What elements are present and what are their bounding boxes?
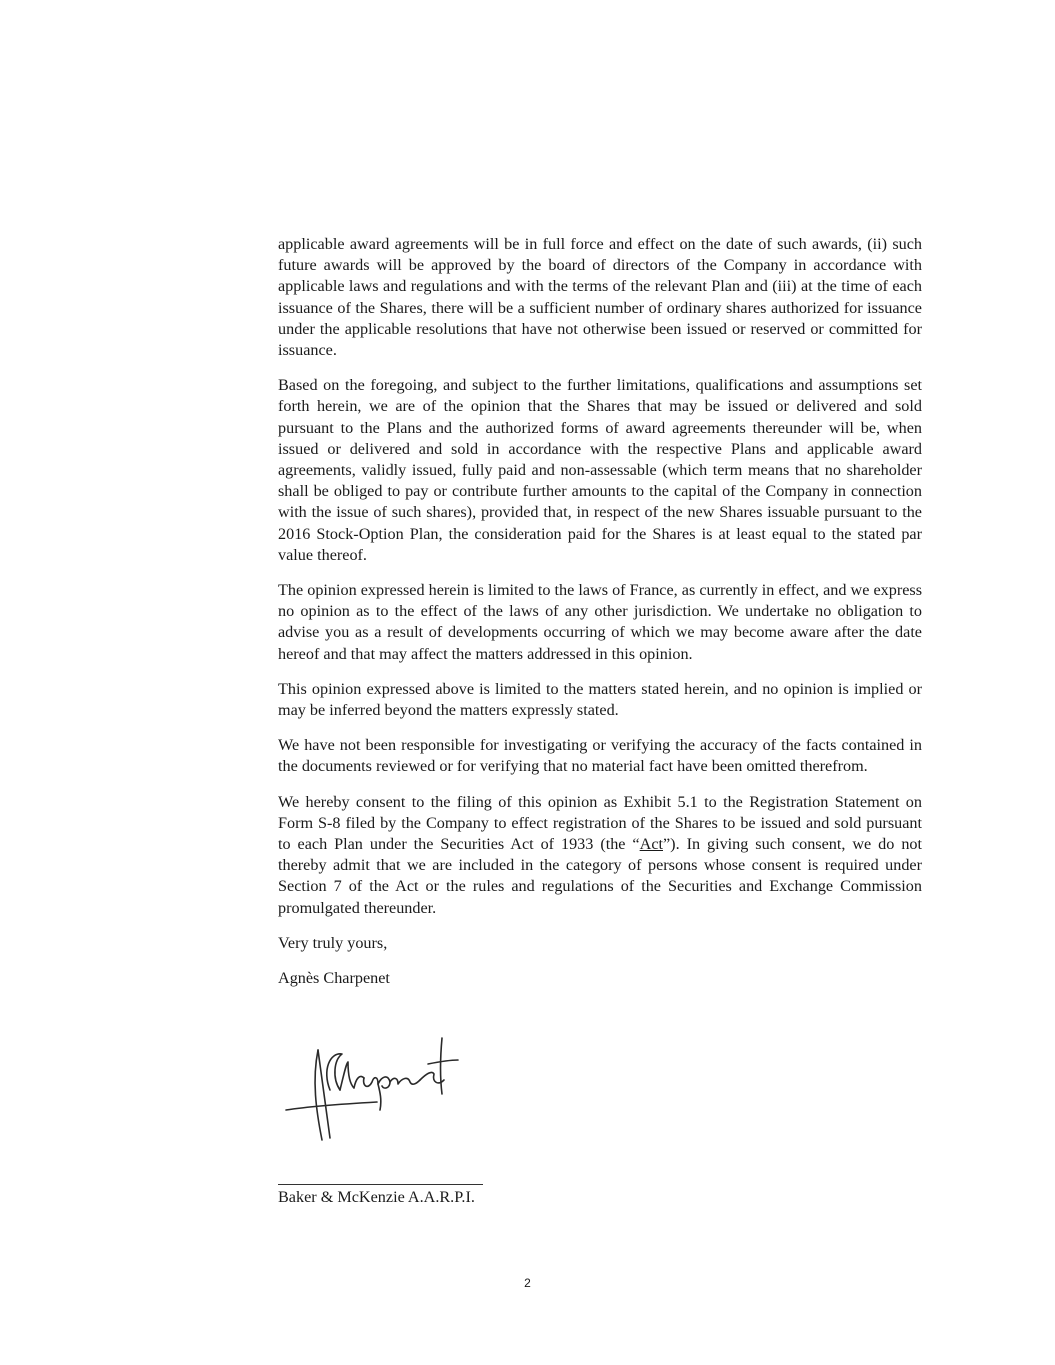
paragraph-responsibility: We have not been responsible for investigating or verifying the accuracy of the facts contained in the documents reviewed or for verifying that no material fact have been omitted therefrom. [278,736,922,776]
closing-salutation: Very truly yours, [278,933,388,952]
paragraph-opinion: Based on the foregoing, and subject to the further limitations, qualifications and assumptions set forth herein, we are of the opinion that the Shares that may be issued or delivered and sold pursuant to the Plans and the authorized forms of award agreements thereunder will be, when issued or delivered and sold in accordance with the respective Plans and applicable award agreements, validly issued, fully paid and non-assessable (which term means that no shareholder shall be obliged to pay or contribute further amounts to the capital of the Company in connection with the issue of such shares), provided that, in respect of the new Shares issuable pursuant to the 2016 Stock-Option Plan, the consideration paid for the Shares is at least equal to the stated par value thereof. [278,376,922,564]
paragraph-limitation: This opinion expressed above is limited to the matters stated herein, and no opinion is implied or may be inferred beyond the matters expressly stated. [278,679,922,720]
signature-label: Charpenet [282,1030,287,1031]
consent-text-after: ”). In giving such consent, we do not thereby admit that we are included in the category of persons whose consent is required under Section 7 of the Act or the rules and regulations of the Securities and Exchange Commission promulgated thereunder. [278,835,922,917]
consent-text-before: We hereby consent to the filing of this opinion as Exhibit 5.1 to the Registration Statement on Form S-8 filed by the Company to effect registration of the Shares to be issued and sold pursuant to each Plan under the Securities Act of 1933 (the “ [278,792,922,854]
handwritten-signature [282,1030,472,1150]
letter-body [278,234,922,1003]
page-number: 2 [524,1276,531,1290]
paragraph-awards: applicable award agreements will be in full force and effect on the date of such awards, (ii) such future awards will be approved by the board of directors of the Company in accordance with applicable laws and regulations and with the terms of the relevant Plan and (iii) at the time of each issuance of the Shares, there will be a sufficient number of ordinary shares authorized for issuance under the applicable resolutions that have not otherwise been issued or reserved or committed for issuance. [278,235,922,360]
paragraph-jurisdiction: The opinion expressed herein is limited to the laws of France, as currently in effect, and we express no opinion as to the effect of the laws of any other jurisdiction. We undertake no obligation to advise you as a result of developments occurring of which we may become aware after the date hereof and that may affect the matters addressed in this opinion. [278,581,922,663]
signature-line [278,1184,483,1185]
firm-name: Baker & McKenzie A.A.R.P.I. [278,1188,475,1206]
defined-term-act: Act [639,835,663,854]
paragraph-consent [278,792,922,919]
signatory-name: Agnès Charpenet [278,969,390,988]
